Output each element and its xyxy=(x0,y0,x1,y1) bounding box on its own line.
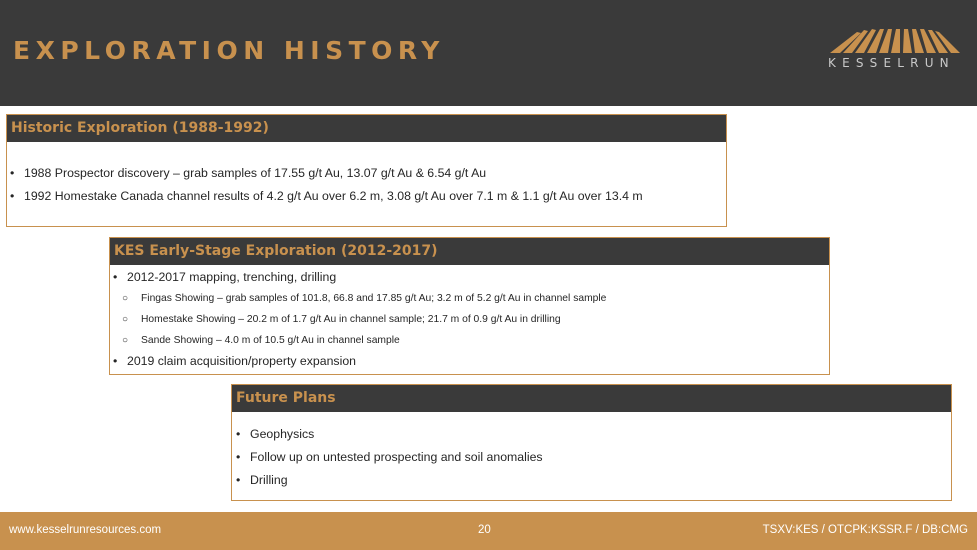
slide-footer xyxy=(0,512,977,550)
list-item: • Drilling xyxy=(232,469,951,492)
slide-header xyxy=(0,0,977,106)
website-link[interactable]: www.kesselrunresources.com xyxy=(9,524,162,536)
logo-wordmark: KESSELRUN xyxy=(828,56,955,70)
list-item: • 1988 Prospector discovery – grab samples of 17.55 g/t Au, 13.07 g/t Au & 6.54 g/t Au xyxy=(7,162,726,185)
bullet-list xyxy=(232,412,951,492)
future-plans-panel xyxy=(231,384,952,501)
bullet-list xyxy=(7,142,726,208)
list-item: • Geophysics xyxy=(232,423,951,446)
list-item: • Follow up on untested prospecting and soil anomalies xyxy=(232,446,951,469)
sub-list-item: ○ Homestake Showing – 20.2 m of 1.7 g/t Au in channel sample; 21.7 m of 0.9 g/t Au in drilling xyxy=(110,309,829,330)
bullet-list xyxy=(110,265,829,372)
page-title: EXPLORATION HISTORY xyxy=(13,36,445,65)
list-item: • 2019 claim acquisition/property expansion xyxy=(110,351,829,372)
early-stage-exploration-panel xyxy=(109,237,830,375)
sub-list-item: ○ Fingas Showing – grab samples of 101.8, 66.8 and 17.85 g/t Au; 3.2 m of 5.2 g/t Au in channel sample xyxy=(110,288,829,309)
ticker-symbols: TSXV:KES / OTCPK:KSSR.F / DB:CMG xyxy=(762,524,968,536)
section-title: KES Early-Stage Exploration (2012-2017) xyxy=(110,238,829,265)
section-title: Historic Exploration (1988-1992) xyxy=(7,115,726,142)
historic-exploration-panel xyxy=(6,114,727,227)
sub-list-item: ○ Sande Showing – 4.0 m of 10.5 g/t Au in channel sample xyxy=(110,330,829,351)
section-title: Future Plans xyxy=(232,385,951,412)
list-item: • 2012-2017 mapping, trenching, drilling xyxy=(110,267,829,288)
list-item: • 1992 Homestake Canada channel results of 4.2 g/t Au over 6.2 m, 3.08 g/t Au over 7.1 m & 1.1 g/t Au over 13.4 m xyxy=(7,185,726,208)
page-number: 20 xyxy=(478,524,491,536)
